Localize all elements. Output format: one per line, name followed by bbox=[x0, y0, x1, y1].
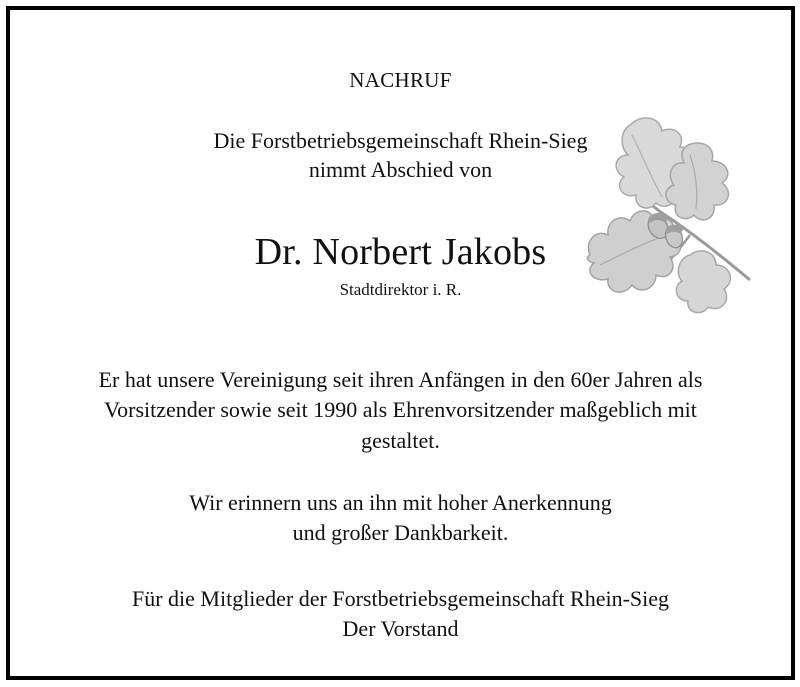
remembrance-line-2: und großer Dankbarkeit. bbox=[292, 520, 509, 545]
obituary-heading: NACHRUF bbox=[349, 68, 452, 92]
tribute-line-1: Er hat unsere Vereinigung seit ihren Anfängen in den 60er Jahren als bbox=[98, 367, 703, 392]
oak-leaves-icon bbox=[570, 105, 770, 320]
intro-line-1: Die Forstbetriebsgemeinschaft Rhein-Sieg bbox=[213, 128, 588, 153]
deceased-name: Dr. Norbert Jakobs bbox=[254, 231, 547, 273]
signature-line-2: Der Vorstand bbox=[342, 616, 459, 641]
deceased-title: Stadtdirektor i. R. bbox=[339, 280, 462, 299]
intro-line-2: nimmt Abschied von bbox=[308, 157, 493, 182]
tribute-line-3: gestaltet. bbox=[361, 428, 440, 453]
obituary-frame bbox=[6, 6, 795, 680]
tribute-line-2: Vorsitzender sowie seit 1990 als Ehrenvorsitzender maßgeblich mit bbox=[104, 397, 697, 422]
remembrance-line-1: Wir erinnern uns an ihn mit hoher Anerkennung bbox=[189, 490, 612, 515]
signature-line-1: Für die Mitglieder der Forstbetriebsgemeinschaft Rhein-Sieg bbox=[131, 586, 670, 611]
